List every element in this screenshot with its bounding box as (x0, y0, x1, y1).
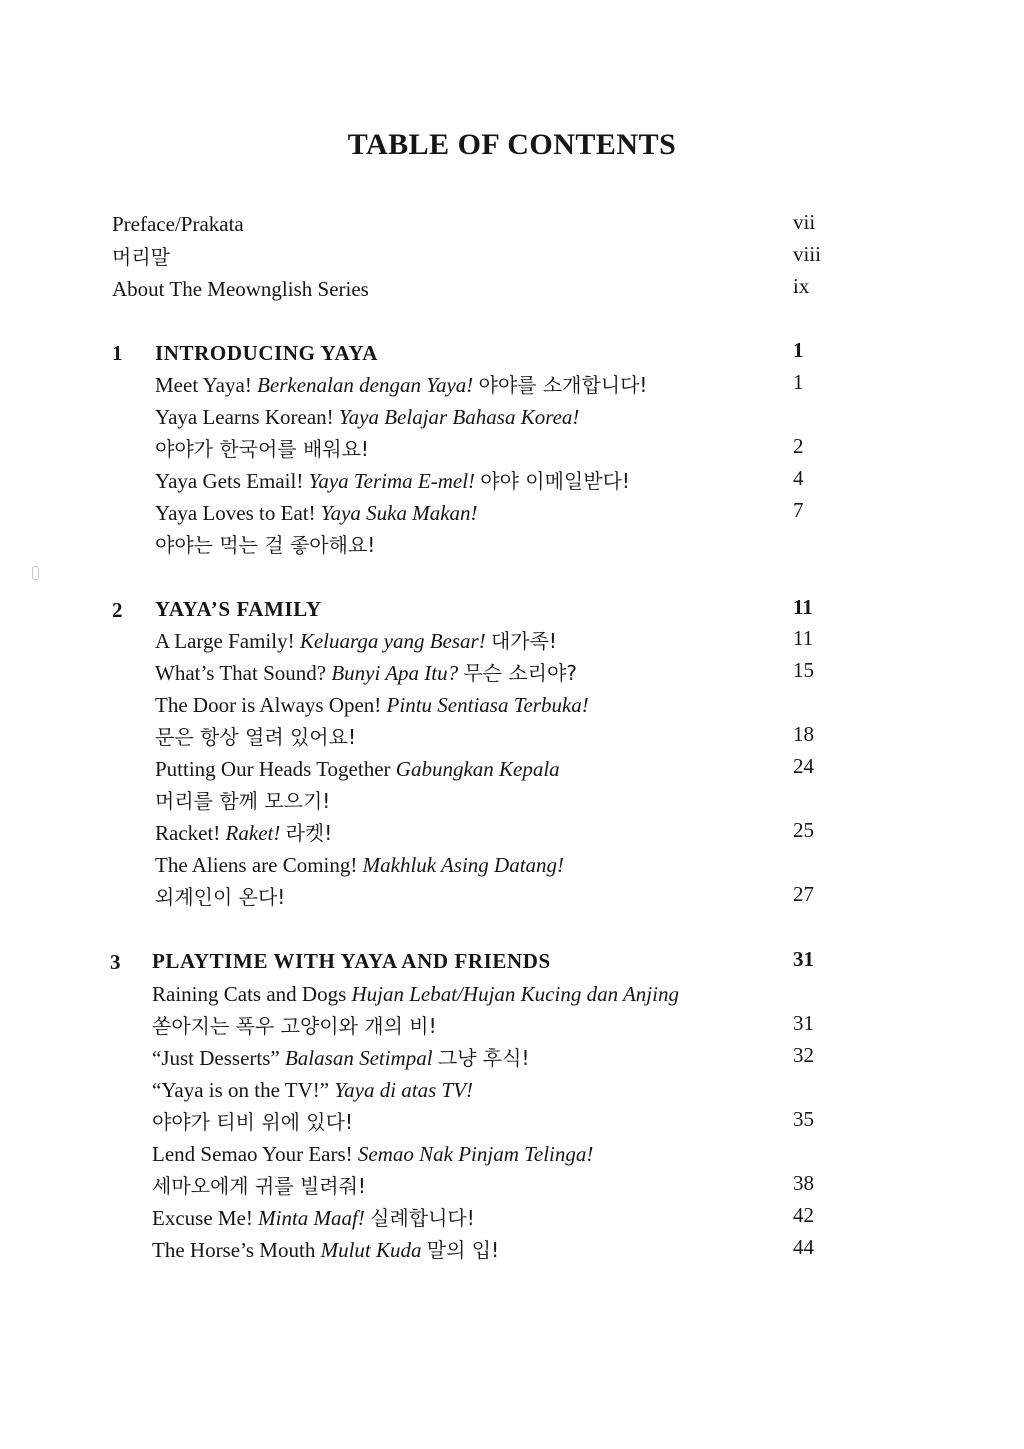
entry-page: 25 (793, 818, 814, 842)
toc-entry (155, 500, 478, 526)
entry-page: 32 (793, 1043, 814, 1067)
entry-en: Raining Cats and Dogs (152, 982, 347, 1006)
entry-en: “Just Desserts” (152, 1046, 280, 1070)
entry-en: Meet Yaya! (155, 373, 252, 397)
entry-page: 31 (793, 1011, 814, 1035)
front-item-page: vii (793, 210, 816, 234)
entry-ko: 세마오에게 귀를 빌려줘! (152, 1174, 366, 1198)
toc-entry (155, 404, 579, 430)
entry-page: 1 (793, 370, 804, 394)
entry-en: Yaya Loves to Eat! (155, 501, 316, 525)
entry-ko: 무슨 소리야? (463, 661, 577, 685)
entry-ms: Hujan Lebat/Hujan Kucing dan Anjing (351, 982, 679, 1006)
entry-ms: Yaya di atas TV! (334, 1078, 474, 1102)
entry-ms: Yaya Belajar Bahasa Korea! (338, 405, 580, 429)
entry-en: Putting Our Heads Together (155, 757, 391, 781)
chapter-number: 2 (112, 598, 123, 622)
toc-entry (155, 372, 647, 398)
entry-en: Yaya Learns Korean! (155, 405, 334, 429)
entry-ms: Semao Nak Pinjam Telinga! (357, 1142, 594, 1166)
entry-ms: Raket! (225, 821, 281, 845)
entry-ko: 쏟아지는 폭우 고양이와 개의 비! (152, 1014, 437, 1038)
entry-ms: Balasan Setimpal (284, 1046, 433, 1070)
chapter-number: 1 (112, 341, 123, 365)
entry-en: Excuse Me! (152, 1206, 253, 1230)
entry-ms: Pintu Sentiasa Terbuka! (386, 693, 589, 717)
entry-ko: 야야가 한국어를 배워요! (155, 437, 369, 461)
toc-entry (152, 1205, 475, 1231)
entry-en: A Large Family! (155, 629, 295, 653)
entry-page: 7 (793, 498, 804, 522)
chapter-page: 1 (793, 338, 804, 362)
entry-ms: Makhluk Asing Datang! (362, 853, 565, 877)
front-item-page: viii (793, 242, 822, 266)
front-item-page: ix (793, 274, 810, 298)
entry-en: The Horse’s Mouth (152, 1238, 316, 1262)
toc-entry (155, 756, 560, 782)
entry-page: 44 (793, 1235, 814, 1259)
entry-ko: 머리를 함께 모으기! (155, 789, 331, 813)
entry-ms: Yaya Terima E-mel! (308, 469, 476, 493)
toc-entry (152, 1237, 499, 1263)
entry-ms: Berkenalan dengan Yaya! (257, 373, 474, 397)
entry-ms: Yaya Suka Makan! (320, 501, 478, 525)
entry-page: 42 (793, 1203, 814, 1227)
chapter-number: 3 (110, 950, 121, 974)
toc-entry (152, 1045, 529, 1071)
entry-ko: 야야는 먹는 걸 좋아해요! (155, 533, 376, 557)
entry-ko: 문은 항상 열려 있어요! (155, 725, 356, 749)
entry-en: The Aliens are Coming! (155, 853, 358, 877)
entry-ms: Minta Maaf! (258, 1206, 365, 1230)
entry-en: Lend Semao Your Ears! (152, 1142, 353, 1166)
entry-en: Yaya Gets Email! (155, 469, 304, 493)
entry-page: 24 (793, 754, 814, 778)
entry-page: 35 (793, 1107, 814, 1131)
chapter-title: PLAYTIME WITH YAYA AND FRIENDS (152, 949, 551, 973)
entry-en: Racket! (155, 821, 221, 845)
entry-ms: Bunyi Apa Itu? (331, 661, 459, 685)
entry-en: What’s That Sound? (155, 661, 327, 685)
toc-entry (152, 1077, 473, 1103)
margin-mark (32, 566, 39, 580)
entry-page: 11 (793, 626, 814, 650)
toc-entry (155, 660, 577, 686)
toc-entry (155, 820, 332, 846)
front-item-text: 머리말 (112, 245, 170, 269)
toc-entry (152, 981, 679, 1007)
entry-ko: 라켓! (285, 821, 333, 845)
entry-ko: 그냥 후식! (437, 1046, 530, 1070)
entry-page: 27 (793, 882, 814, 906)
entry-ms: Keluarga yang Besar! (299, 629, 486, 653)
entry-ko: 대가족! (490, 629, 557, 653)
entry-en: “Yaya is on the TV!” (152, 1078, 330, 1102)
front-item-text: Preface/Prakata (112, 212, 244, 236)
entry-ko: 실례합니다! (370, 1206, 475, 1230)
page-title: TABLE OF CONTENTS (347, 128, 677, 161)
toc-entry (155, 692, 589, 718)
entry-ko: 야야가 티비 위에 있다! (152, 1110, 353, 1134)
entry-page: 38 (793, 1171, 814, 1195)
chapter-page: 11 (793, 595, 813, 619)
toc-entry (152, 1141, 593, 1167)
toc-entry (155, 468, 630, 494)
toc-entry (155, 852, 564, 878)
chapter-title: YAYA’S FAMILY (155, 597, 322, 621)
entry-en: The Door is Always Open! (155, 693, 382, 717)
entry-ko: 야야 이메일받다! (480, 469, 630, 493)
chapter-title: INTRODUCING YAYA (155, 341, 378, 365)
entry-ko: 야야를 소개합니다! (478, 373, 648, 397)
entry-page: 15 (793, 658, 814, 682)
front-item-text: About The Meownglish Series (112, 277, 369, 301)
entry-page: 4 (793, 466, 804, 490)
toc-entry (155, 628, 557, 654)
entry-ko: 말의 입! (426, 1238, 500, 1262)
entry-page: 18 (793, 722, 814, 746)
entry-page: 2 (793, 434, 804, 458)
entry-ko: 외계인이 온다! (155, 885, 286, 909)
entry-ms: Gabungkan Kepala (395, 757, 560, 781)
chapter-page: 31 (793, 947, 814, 971)
entry-ms: Mulut Kuda (320, 1238, 422, 1262)
